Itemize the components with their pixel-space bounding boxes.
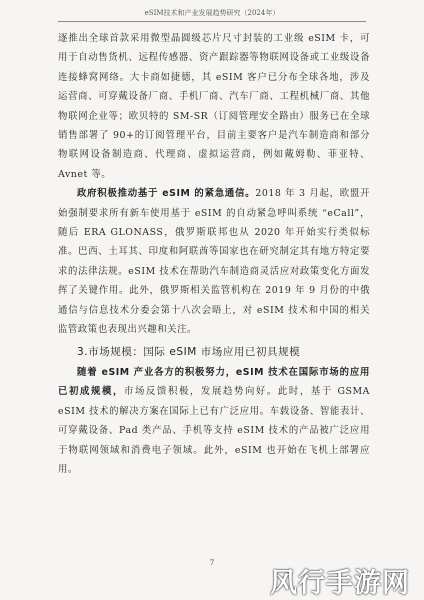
paragraph-3-body: 市场反馈积极，发展趋势向好。此时，基于 GSMA eSIM 技术的解决方案在国际上已有广泛应用。车载设备、智能表计、可穿戴设备、Pad 类产品、手机等支持 eSIM 技术的产品被广泛应用于物联网领域和消费电子领域。此外，eSIM 也开始在飞机上部署应用。 xyxy=(58,386,370,475)
header-rule xyxy=(58,21,366,22)
body-text xyxy=(58,29,370,479)
paragraph-1: 逐推出全球首款采用微型晶圆级芯片尺寸封装的工业级 eSIM 卡，可用于自动售货机、远程传感器、资产跟踪器等物联网设备或工业级设备连接蜂窝网络。大卡商如捷德，其 eSIM 客户已分布全球各地，涉及运营商、可穿戴设备厂商、手机厂商、汽车厂商、工程机械厂商、其他物联网企业等；欧贝特的 SM-SR（订阅管理安全路由）服务已在全球销售部署了 90+的订阅管理平台，目前主要客户是汽车制造商和部分物联网设备制造商、代理商、虚拟运营商，例如戴姆勒、菲亚特、Avnet 等。 xyxy=(58,33,370,180)
paragraph-2-lead: 政府积极推动基于 eSIM 的紧急通信。 xyxy=(77,188,256,200)
paragraph-2-body: 2018 年 3 月起，欧盟开始强制要求所有新车使用基于 eSIM 的自动紧急呼叫系统 “eCall”，随后 ERA GLONASS，俄罗斯联邦也从 2020 年开始实行类似标准。巴西、土耳其、印度和阿联酋等国家也在研究制定其有地方特定要求的法律法规。eSIM 技术在帮助汽车制造商灵活应对政策变化方面发挥了关键作用。此外，俄罗斯相关监管机构在 2019 年 9 月份的中俄通信与信息技术分委会第十八次会晤上，对 eSIM 技术和中国的相关监管政策也表现出兴趣和关注。 xyxy=(58,188,370,336)
page-number: 7 xyxy=(209,559,215,567)
paragraph-2 xyxy=(58,184,370,339)
section-heading: 3.市场规模：国际 eSIM 市场应用已初具规模 xyxy=(77,345,301,358)
paragraph-3 xyxy=(58,363,370,479)
paragraph-3-lead: 随着 eSIM 产业各方的积极努力，eSIM 技术在国际市场的应用已初成规模， xyxy=(58,366,370,398)
site-watermark: 风行手游网 xyxy=(270,568,410,599)
running-header: eSIM技术和产业发展趋势研究（2024年） xyxy=(144,9,280,17)
